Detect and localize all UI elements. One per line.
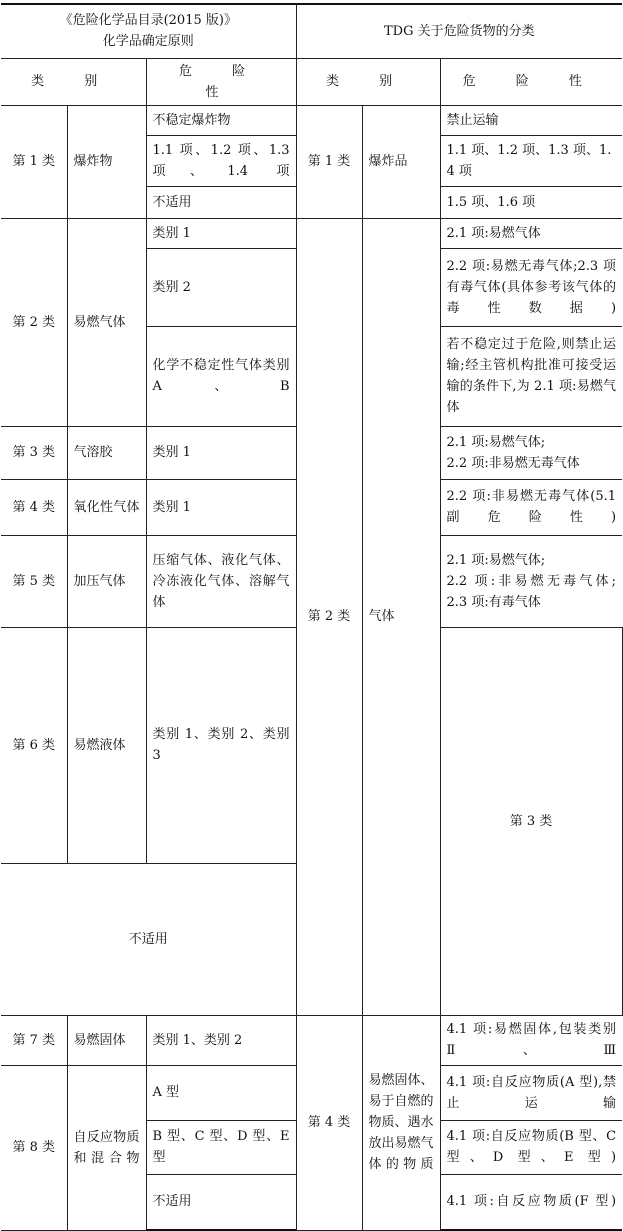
- right-col-class: 类 别: [296, 58, 440, 105]
- right-class-cell: 第 1 类: [296, 105, 362, 218]
- right-hazard-cell: 4.1 项:自反应物质(A 型),禁止运输: [440, 1065, 622, 1120]
- right-name-cell: 易燃固体、易于自燃的物质、遇水放出易燃气体的物质: [362, 1015, 440, 1230]
- left-hazard-cell: 压缩气体、液化气体、冷冻液化气体、溶解气体: [146, 535, 296, 627]
- right-hazard-cell: 2.1 项:易燃气体: [440, 218, 622, 248]
- left-class-cell: 第 5 类: [1, 535, 67, 627]
- right-class-cell: 第 4 类: [296, 1015, 362, 1230]
- left-class-cell: 第 1 类: [1, 105, 67, 218]
- right-hazard-cell: 4.1 项:易燃固体,包装类别Ⅱ、Ⅲ: [440, 1015, 622, 1065]
- left-class-cell: 第 7 类: [1, 1015, 67, 1065]
- right-hazard-cell: 禁止运输: [440, 105, 622, 135]
- right-hazard-cell: 若不稳定过于危险,则禁止运输;经主管机构批准可接受运输的条件下,为 2.1 项:易燃气体: [440, 326, 622, 426]
- right-hazard-cell: 2.2 项:非易燃无毒气体(5.1 副危险性): [440, 479, 622, 535]
- left-class-cell: 第 8 类: [1, 1065, 67, 1230]
- right-hazard-cell: 2.2 项:易燃无毒气体;2.3 项有毒气体(具体参考该气体的毒性数据): [440, 248, 622, 326]
- left-hazard-cell: 不适用: [146, 1174, 296, 1230]
- left-hazard-cell: A 型: [146, 1065, 296, 1120]
- left-hazard-cell: 化学不稳定性气体类别 A、B: [146, 326, 296, 426]
- right-title: TDG 关于危险货物的分类: [296, 4, 622, 58]
- right-name-cell: 爆炸品: [362, 105, 440, 218]
- right-hazard-cell: 1.1 项、1.2 项、1.3 项、1.4 项: [440, 135, 622, 186]
- left-hazard-cell: 类别 1、类别 2: [146, 1015, 296, 1065]
- left-hazard-cell: 1.1 项、1.2 项、1.3 项、1.4 项: [146, 135, 296, 186]
- not-applicable-cell: 不适用: [1, 863, 296, 1015]
- left-title-line1: 《危险化学品目录(2015 版)》: [59, 13, 237, 29]
- hazard-line: 2.1 项:易燃气体;: [446, 434, 546, 450]
- left-title: [1, 4, 296, 58]
- right-hazard-cell: [440, 535, 622, 627]
- right-hazard-cell: 1.5 项、1.6 项: [440, 186, 622, 218]
- left-hazard-cell: 不稳定爆炸物: [146, 105, 296, 135]
- right-class-cell: 第 2 类: [296, 218, 362, 1015]
- hazard-classification-table: [1, 3, 622, 1231]
- left-name-cell: 易燃气体: [67, 218, 146, 426]
- left-name-cell: 自反应物质和混合物: [67, 1065, 146, 1230]
- right-hazard-cell: [440, 426, 622, 479]
- right-class-cell: 第 3 类: [440, 627, 622, 1015]
- left-title-line2: 化学品确定原则: [102, 34, 194, 50]
- left-hazard-cell: 类别 1: [146, 479, 296, 535]
- table-title-row: [1, 4, 622, 58]
- left-name-cell: 加压气体: [67, 535, 146, 627]
- left-name-cell: 氧化性气体: [67, 479, 146, 535]
- left-name-cell: 气溶胶: [67, 426, 146, 479]
- hazard-line: 2.2 项:非易燃无毒气体: [446, 455, 580, 471]
- table-row: [1, 218, 622, 248]
- hazard-line: 2.3 项:有毒气体: [446, 594, 541, 610]
- left-class-cell: 第 4 类: [1, 479, 67, 535]
- table-row: [1, 1015, 622, 1065]
- left-hazard-cell: 不适用: [146, 186, 296, 218]
- left-hazard-cell: B 型、C 型、D 型、E 型: [146, 1120, 296, 1174]
- right-hazard-cell: 4.1 项:自反应物质(F 型): [440, 1174, 622, 1230]
- left-hazard-cell: 类别 2: [146, 248, 296, 326]
- left-name-cell: 爆炸物: [67, 105, 146, 218]
- right-col-hazard: 危 险 性: [440, 58, 622, 105]
- left-col-class: 类 别: [1, 58, 146, 105]
- left-class-cell: 第 6 类: [1, 627, 67, 863]
- left-class-cell: 第 2 类: [1, 218, 67, 426]
- left-name-cell: 易燃固体: [67, 1015, 146, 1065]
- right-hazard-cell: 4.1 项:自反应物质(B 型、C 型、D 型、E 型): [440, 1120, 622, 1174]
- hazard-line: 2.2 项:非易燃无毒气体;: [446, 573, 617, 589]
- left-name-cell: 易燃液体: [67, 627, 146, 863]
- right-name-cell: 气体: [362, 218, 440, 1015]
- column-header-row: [1, 58, 622, 105]
- left-hazard-cell: 类别 1: [146, 426, 296, 479]
- left-class-cell: 第 3 类: [1, 426, 67, 479]
- left-hazard-cell: 类别 1: [146, 218, 296, 248]
- table-row: [1, 105, 622, 135]
- left-col-hazard: 危 险 性: [146, 58, 296, 105]
- left-hazard-cell: 类别 1、类别 2、类别 3: [146, 627, 296, 863]
- hazard-line: 2.1 项:易燃气体;: [446, 552, 546, 568]
